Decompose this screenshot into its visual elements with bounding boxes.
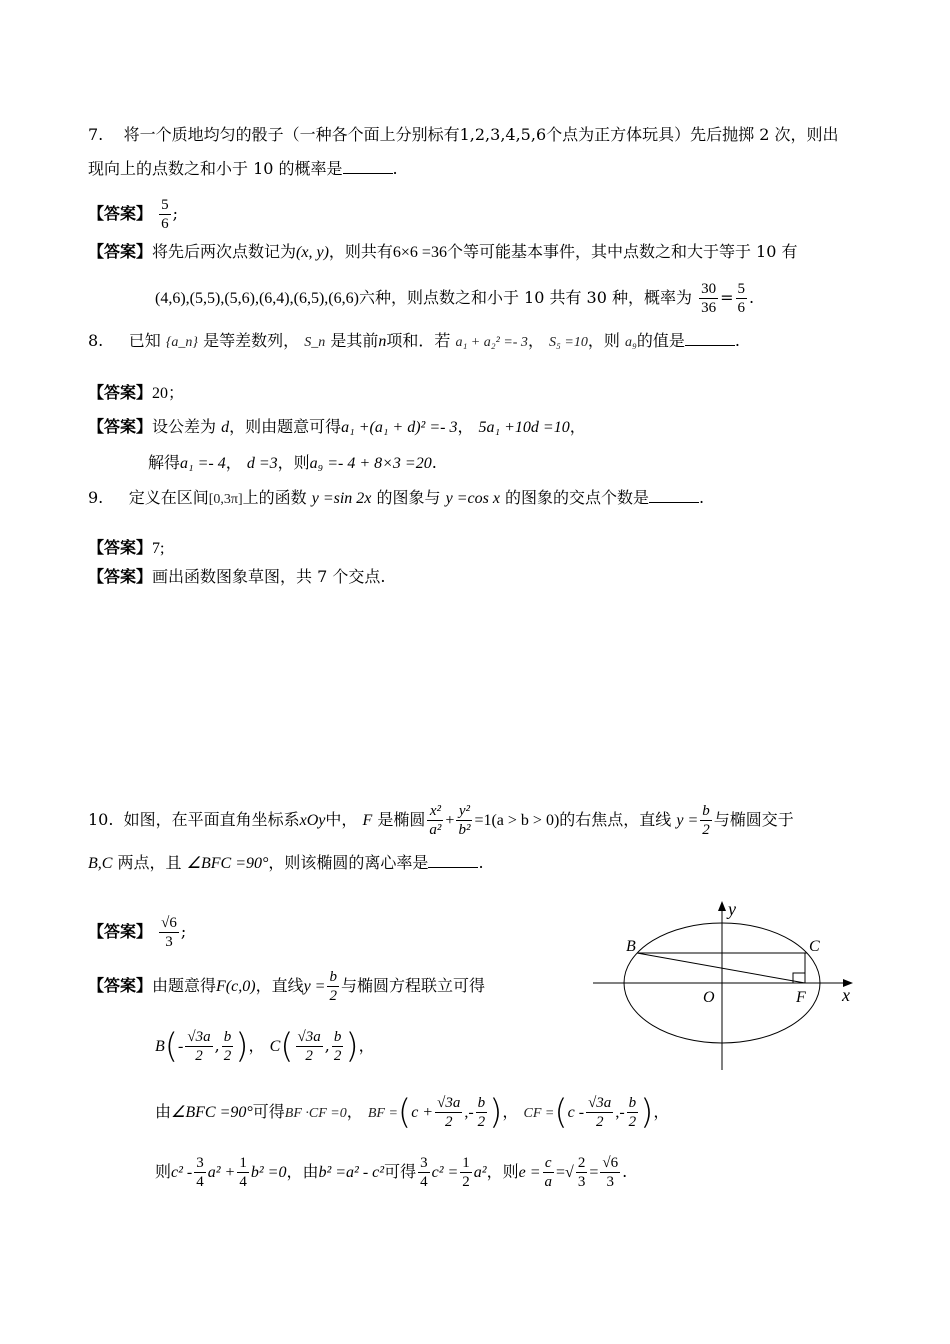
q10-text-2: 中，	[325, 810, 358, 829]
segment-BF	[637, 953, 805, 983]
q7-count-expr: 6×6 =36	[392, 244, 447, 261]
q10-sol-text-b: ，直线	[255, 976, 304, 995]
q8-sol-text-b: ，则由题意可得	[229, 417, 342, 436]
q10-sol-angle: ∠BFC =90°	[171, 1104, 253, 1121]
denominator: 2	[628, 1114, 637, 1130]
q8-solution-1	[88, 416, 586, 439]
q10-sol-line-fraction	[327, 968, 339, 1005]
denominator: 4	[196, 1174, 204, 1190]
answer-blank	[685, 331, 735, 346]
denominator: 3	[165, 934, 173, 950]
q10-xoy: xOy	[299, 812, 326, 829]
point-F-label: F	[796, 989, 806, 1006]
numerator: √6	[161, 915, 177, 931]
q10-CF-c: c -	[567, 1104, 585, 1121]
denominator: 4	[420, 1174, 428, 1190]
numerator: √3a	[297, 1029, 321, 1045]
q7-answer-tail: ;	[172, 204, 178, 223]
numerator: c	[543, 1154, 555, 1173]
q10-CF-sep: ,-	[615, 1104, 625, 1121]
numerator: b	[702, 803, 710, 819]
q10-sol-text-g: 则	[155, 1162, 172, 1181]
q8-result-a1: a₁ =- 4	[180, 455, 226, 472]
q10-sol-text-d: 由	[155, 1102, 172, 1121]
q7-sol-text: 将先后两次点数记为	[152, 242, 297, 261]
q7-prob-fraction-2	[736, 280, 748, 317]
q10-sol-text-h: ，由	[286, 1162, 319, 1181]
q9-number: 9.	[88, 488, 104, 507]
q10-solution-3	[155, 1090, 669, 1136]
numerator: b	[329, 969, 337, 985]
numerator: 3	[196, 1155, 204, 1171]
point-C-label: C	[809, 938, 820, 955]
numerator: 3	[420, 1155, 428, 1171]
q10-sol-line-lhs: y =	[303, 978, 326, 995]
q7-number: 7.	[88, 125, 104, 144]
q7-sol-text-d: 六种，则点数之和小于 10 共有 30 种，概率为	[358, 288, 693, 307]
q10-ellipse-x-term	[427, 802, 443, 839]
q9-solution	[88, 566, 385, 588]
q10-focus-F: F	[362, 812, 373, 829]
q10-points-bc: B,C	[88, 855, 113, 872]
q9-function-1: y =sin 2x	[311, 490, 372, 507]
q8-sequence: {a_n}	[165, 335, 199, 350]
q10-eq-part: b² =0	[250, 1164, 287, 1181]
q8-n: n	[378, 333, 387, 350]
q9-sol-text: 画出函数图象草图，共 7 个交点.	[152, 567, 386, 586]
q10-eq-part: c² -	[171, 1164, 193, 1181]
minus-sign: -	[178, 1038, 184, 1055]
q8-line1: 8. 已知 {a_n} 是等差数列， S_n 是其前n项和．若 a₁ + a₂² =- 3， S₅ =10，则 a₉的值是 .	[88, 331, 740, 350]
denominator: 36	[701, 300, 717, 316]
q10-answer-fraction	[159, 914, 179, 951]
numerator: x²	[427, 802, 443, 821]
answer-label: 【答案】	[88, 538, 153, 557]
q10-text-4: 的右焦点，直线	[559, 810, 672, 829]
solution-label: 【答案】	[88, 242, 153, 261]
answer-label: 【答案】	[88, 383, 153, 402]
q10-frac-2-3	[576, 1154, 588, 1191]
numerator: b	[477, 1095, 486, 1111]
q9-line1: 9. 定义在区间[0,3π]上的函数 y =sin 2x 的图象与 y =cos x 的图象的交点个数是 .	[88, 488, 705, 507]
denominator: 2	[462, 1174, 470, 1190]
q10-sol-text-c: 与椭圆方程联立可得	[340, 976, 485, 995]
q10-solution-2: B(- $\frac{√3a}{2}$ , $\frac{b}{2}$ )， C( $\frac{√3a}{2}$ , $\frac{b}{2}$ )，	[155, 1026, 375, 1067]
denominator: a²	[429, 822, 442, 838]
q9-function-2: y =cos x	[445, 490, 500, 507]
q10-sol-text: 由题意得	[152, 976, 217, 995]
q9-text-3: 的图象与	[376, 488, 441, 507]
q8-sol-text-d: ，	[569, 417, 586, 436]
plus-sign: +	[445, 812, 455, 829]
denominator: 2	[702, 822, 710, 838]
numerator: √6	[602, 1155, 619, 1171]
separator: ，	[248, 1036, 265, 1055]
q10-frac-3-4	[194, 1154, 206, 1191]
q10-dot-product: BF ·CF =0	[284, 1106, 347, 1121]
q10-text-1: 如图，在平面直角坐标系	[123, 810, 300, 829]
q8-sol-text-c: ，	[457, 417, 474, 436]
q10-sol-text-f: ，	[346, 1102, 363, 1121]
q10-sqrt-sign: =√	[556, 1164, 574, 1181]
q10-frac-sqrt6-3	[600, 1154, 620, 1191]
q8-sn: S_n	[304, 335, 326, 350]
q10-BF-c: c +	[411, 1104, 434, 1121]
point-B-label: B	[626, 938, 636, 955]
right-paren: )	[345, 1026, 359, 1067]
q10-C-y	[332, 1028, 344, 1065]
q8-sol-text-f: ，	[225, 453, 242, 472]
denominator: a	[544, 1174, 553, 1190]
q8-a9: a₉	[624, 335, 637, 350]
q8-text-1: 已知	[128, 331, 161, 350]
numerator: b	[223, 1029, 232, 1045]
right-paren: )	[235, 1026, 249, 1067]
q10-CF-y	[627, 1094, 639, 1131]
denominator: 2	[195, 1048, 203, 1064]
q9-text-4: 的图象的交点个数是	[505, 488, 650, 507]
q10-line2: B,C 两点，且 ∠BFC =90°，则该椭圆的离心率是 .	[88, 853, 484, 872]
numerator: 1	[239, 1155, 247, 1171]
q10-ellipse-rest: =1(a > b > 0)	[474, 812, 560, 829]
left-paren: (	[554, 1092, 568, 1133]
answer-label: 【答案】	[88, 204, 153, 223]
answer-blank	[343, 159, 393, 174]
denominator: 3	[577, 1174, 586, 1190]
origin-label: O	[703, 989, 715, 1006]
numerator: 5	[737, 281, 746, 297]
q10-angle: ∠BFC =90°	[186, 855, 269, 872]
q10-point-C: C	[269, 1038, 281, 1055]
answer-blank	[649, 488, 699, 503]
q10-eq-part: a² +	[207, 1164, 236, 1181]
numerator: 2	[577, 1155, 586, 1171]
separator: ，	[502, 1102, 519, 1121]
denominator: 6	[737, 300, 746, 316]
numerator: b	[333, 1029, 342, 1045]
q10-eq-part: c² =	[431, 1164, 459, 1181]
q10-frac-1-2	[460, 1154, 472, 1191]
q7-text-1: 将一个质地均匀的骰子（一种各个面上分别标有1,2,3,4,5,6个点为正方体玩具）先后抛掷 2 次，则出	[123, 125, 839, 144]
q7-prob-fraction-1	[699, 280, 718, 317]
numerator: 1	[462, 1155, 470, 1171]
q8-text-2: 是等差数列，	[203, 331, 300, 350]
separator: ，	[653, 1102, 670, 1121]
solution-label: 【答案】	[88, 976, 153, 995]
q10-BF-y	[476, 1094, 488, 1131]
q8-sol-text-e: 解得	[148, 453, 181, 472]
left-paren: (	[280, 1026, 294, 1067]
q10-eq-part: a²	[473, 1164, 487, 1181]
numerator: 30	[701, 281, 717, 297]
q9-interval: [0,3π]	[208, 492, 243, 507]
q10-frac-1-4	[237, 1154, 249, 1191]
q10-text-6: 两点，且	[117, 853, 182, 872]
denominator: 6	[161, 216, 169, 232]
q9-text-2: 上的函数	[242, 488, 307, 507]
numerator: b	[628, 1095, 637, 1111]
q10-vector-CF: CF =	[523, 1106, 555, 1121]
right-paren: )	[640, 1092, 654, 1133]
q7-sol-text-b: ，则共有	[328, 242, 393, 261]
y-axis-label: y	[728, 899, 736, 919]
q10-answer-tail: ;	[180, 922, 187, 941]
denominator: 2	[595, 1114, 604, 1130]
right-paren: )	[489, 1092, 503, 1133]
q10-line-fraction	[700, 802, 712, 839]
answer-blank	[428, 853, 478, 868]
q8-text-4: 项和．若	[386, 331, 451, 350]
q10-C-x	[296, 1028, 323, 1065]
q8-sol-text-g: ，则	[277, 453, 310, 472]
left-paren: (	[164, 1026, 179, 1067]
numerator: 5	[161, 197, 169, 213]
q10-solution-4	[155, 1150, 627, 1195]
q10-frac-3-4b	[418, 1154, 430, 1191]
q7-answer-fraction	[159, 196, 171, 233]
left-paren: (	[397, 1092, 412, 1133]
q10-focus-coords: F(c,0)	[216, 978, 256, 995]
period: .	[622, 1162, 628, 1181]
q10-text-3: 是椭圆	[377, 810, 426, 829]
q10-vector-BF: BF =	[367, 1106, 398, 1121]
numerator: y²	[456, 802, 472, 821]
q8-text-6: ，则	[587, 331, 620, 350]
q8-answer	[88, 382, 184, 405]
q8-answer-value: 20；	[152, 385, 185, 402]
q10-sol-text-j: ，则	[486, 1162, 519, 1181]
solution-label: 【答案】	[88, 567, 153, 586]
q9-answer	[88, 537, 164, 560]
q8-number: 8.	[88, 331, 104, 350]
numerator: √3a	[437, 1095, 461, 1111]
q10-line-lhs: y =	[676, 812, 699, 829]
q10-sol-text-i: 可得	[384, 1162, 417, 1181]
numerator: √3a	[187, 1029, 211, 1045]
q10-point-B: B	[155, 1038, 165, 1055]
q10-solution-1	[88, 966, 485, 1007]
q10-eccentricity-lhs: e =	[518, 1164, 541, 1181]
q9-answer-value: 7;	[152, 540, 165, 557]
q10-BF-sep: ,-	[464, 1104, 474, 1121]
q7-solution-2: (4,6),(5,5),(5,6),(6,4),(6,5),(6,6)六种，则点数之和小于 10 共有 30 种，概率为 $\frac{30}{36}$ = $\frac{5}{6}$ .	[155, 281, 755, 316]
q9-text-1: 定义在区间	[128, 488, 209, 507]
q8-text-5: ，	[527, 331, 544, 350]
q7-solution-1	[88, 241, 798, 264]
q10-line1	[88, 800, 794, 841]
q10-BF-x	[435, 1094, 462, 1131]
y-axis-arrow	[718, 901, 726, 911]
x-axis-label: x	[842, 985, 850, 1005]
q7-sol-text-c: 个等可能基本事件，其中点数之和大于等于 10 有	[446, 242, 798, 261]
denominator: 2	[444, 1114, 453, 1130]
q10-text-5: 与椭圆交于	[713, 810, 794, 829]
q8-text-7: 的值是	[636, 331, 685, 350]
q8-sol-text: 设公差为	[152, 417, 217, 436]
denominator: 2	[223, 1048, 232, 1064]
denominator: b²	[458, 822, 471, 838]
q10-B-x	[185, 1028, 212, 1065]
q7-text-2: 现向上的点数之和小于 10 的概率是	[88, 159, 343, 178]
q8-text-3: 是其前	[330, 331, 379, 350]
denominator: 2	[333, 1048, 342, 1064]
q8-sol-end: .	[431, 453, 437, 472]
q10-B-y	[222, 1028, 234, 1065]
solution-label: 【答案】	[88, 417, 153, 436]
q7-pair: (x, y)	[296, 244, 329, 261]
answer-label: 【答案】	[88, 922, 153, 941]
q10-answer	[88, 912, 186, 952]
q7-answer	[88, 196, 178, 233]
denominator: 2	[305, 1048, 313, 1064]
numerator: √3a	[588, 1095, 612, 1111]
denominator: 2	[477, 1114, 486, 1130]
separator: ，	[358, 1036, 375, 1055]
q8-condition-2: S₅ =10	[549, 335, 588, 350]
denominator: 2	[329, 988, 337, 1004]
q7-line1	[88, 124, 838, 146]
q7-pairs: (4,6),(5,5),(5,6),(6,4),(6,5),(6,6)	[155, 290, 359, 307]
q8-result-a9: a₉ =- 4 + 8×3 =20	[309, 455, 432, 472]
q10-sol-text-e: 可得	[252, 1102, 285, 1121]
ellipse-diagram	[585, 893, 860, 1073]
q10-text-7: ，则该椭圆的离心率是	[268, 853, 429, 872]
equals-sign: =	[589, 1164, 599, 1181]
q10-number: 10.	[88, 810, 114, 829]
denominator: 3	[606, 1174, 614, 1190]
q7-line2: 现向上的点数之和小于 10 的概率是 .	[88, 159, 398, 178]
q10-CF-x	[586, 1094, 613, 1131]
q10-eq-relation: b² =a² - c²	[318, 1164, 385, 1181]
q8-condition-1: a₁ + a₂² =- 3	[455, 335, 528, 350]
q8-solution-2	[148, 452, 437, 475]
q8-result-d: d =3	[246, 455, 278, 472]
q8-d: d	[221, 419, 230, 436]
denominator: 4	[239, 1174, 247, 1190]
q10-ellipse-y-term	[456, 802, 472, 839]
q8-equation-1: a₁ +(a₁ + d)² =- 3	[341, 419, 458, 436]
q8-equation-2: 5a₁ +10d =10	[478, 419, 570, 436]
q10-frac-c-a	[543, 1154, 555, 1191]
